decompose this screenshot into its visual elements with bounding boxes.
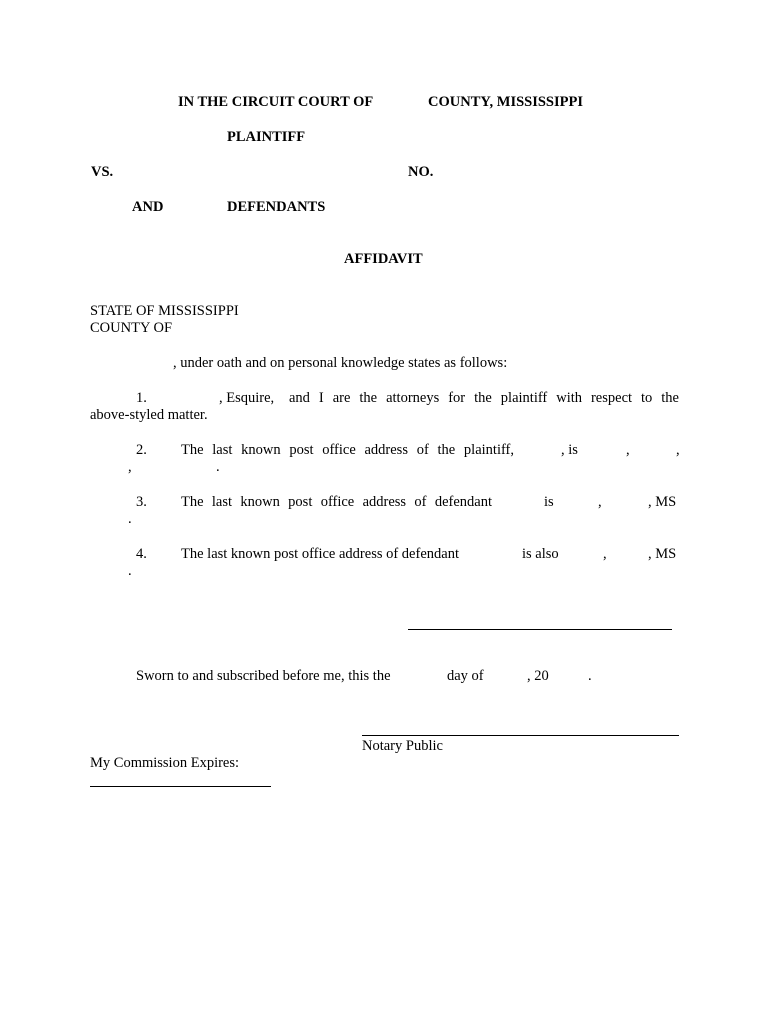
intro-statement: , under oath and on personal knowledge states as follows:	[173, 355, 508, 371]
paragraph-3-period: .	[128, 511, 132, 527]
case-number-label: NO.	[408, 164, 434, 180]
notary-public-label: Notary Public	[362, 738, 443, 754]
versus-label: VS.	[91, 164, 114, 180]
paragraph-2-period: .	[216, 459, 220, 475]
venue-state: STATE OF MISSISSIPPI	[90, 303, 239, 319]
county-state-heading: COUNTY, MISSISSIPPI	[428, 94, 583, 110]
jurat-year: , 20	[527, 668, 549, 684]
paragraph-1-text: and I are the attorneys for the plaintiff with respect to the	[289, 390, 679, 406]
paragraph-4-comma: ,	[603, 546, 607, 562]
paragraph-1-number: 1.	[136, 390, 147, 406]
paragraph-1-esquire: , Esquire,	[219, 390, 275, 406]
paragraph-1-line2: above-styled matter.	[90, 407, 208, 423]
plaintiff-label: PLAINTIFF	[227, 129, 306, 145]
jurat-period: .	[588, 668, 592, 684]
paragraph-3-is: is	[544, 494, 554, 510]
paragraph-4-ms: , MS	[648, 546, 677, 562]
defendants-label: DEFENDANTS	[227, 199, 326, 215]
document-title: AFFIDAVIT	[344, 251, 423, 267]
notary-signature-line	[362, 735, 679, 736]
paragraph-2-is: , is	[561, 442, 578, 458]
paragraph-4-number: 4.	[136, 546, 147, 562]
jurat-day-of: day of	[447, 668, 484, 684]
and-label: AND	[132, 199, 164, 215]
paragraph-2-comma-1: ,	[626, 442, 630, 458]
paragraph-4-text: The last known post office address of defendant	[181, 546, 459, 562]
commission-expires-label: My Commission Expires:	[90, 755, 240, 771]
affiant-signature-line	[408, 629, 672, 630]
paragraph-3-text: The last known post office address of defendant	[181, 494, 492, 510]
court-heading: IN THE CIRCUIT COURT OF	[178, 94, 374, 110]
jurat-sworn-text: Sworn to and subscribed before me, this the	[136, 668, 391, 684]
paragraph-2-comma-2: ,	[676, 442, 680, 458]
paragraph-2-comma-3: ,	[128, 459, 132, 475]
paragraph-3-number: 3.	[136, 494, 147, 510]
venue-county: COUNTY OF	[90, 320, 173, 336]
paragraph-3-ms: , MS	[648, 494, 677, 510]
paragraph-2-number: 2.	[136, 442, 147, 458]
paragraph-4-period: .	[128, 563, 132, 579]
paragraph-2-text: The last known post office address of the plaintiff,	[181, 442, 514, 458]
paragraph-3-comma: ,	[598, 494, 602, 510]
commission-expiry-line	[90, 786, 271, 787]
paragraph-4-is-also: is also	[522, 546, 559, 562]
